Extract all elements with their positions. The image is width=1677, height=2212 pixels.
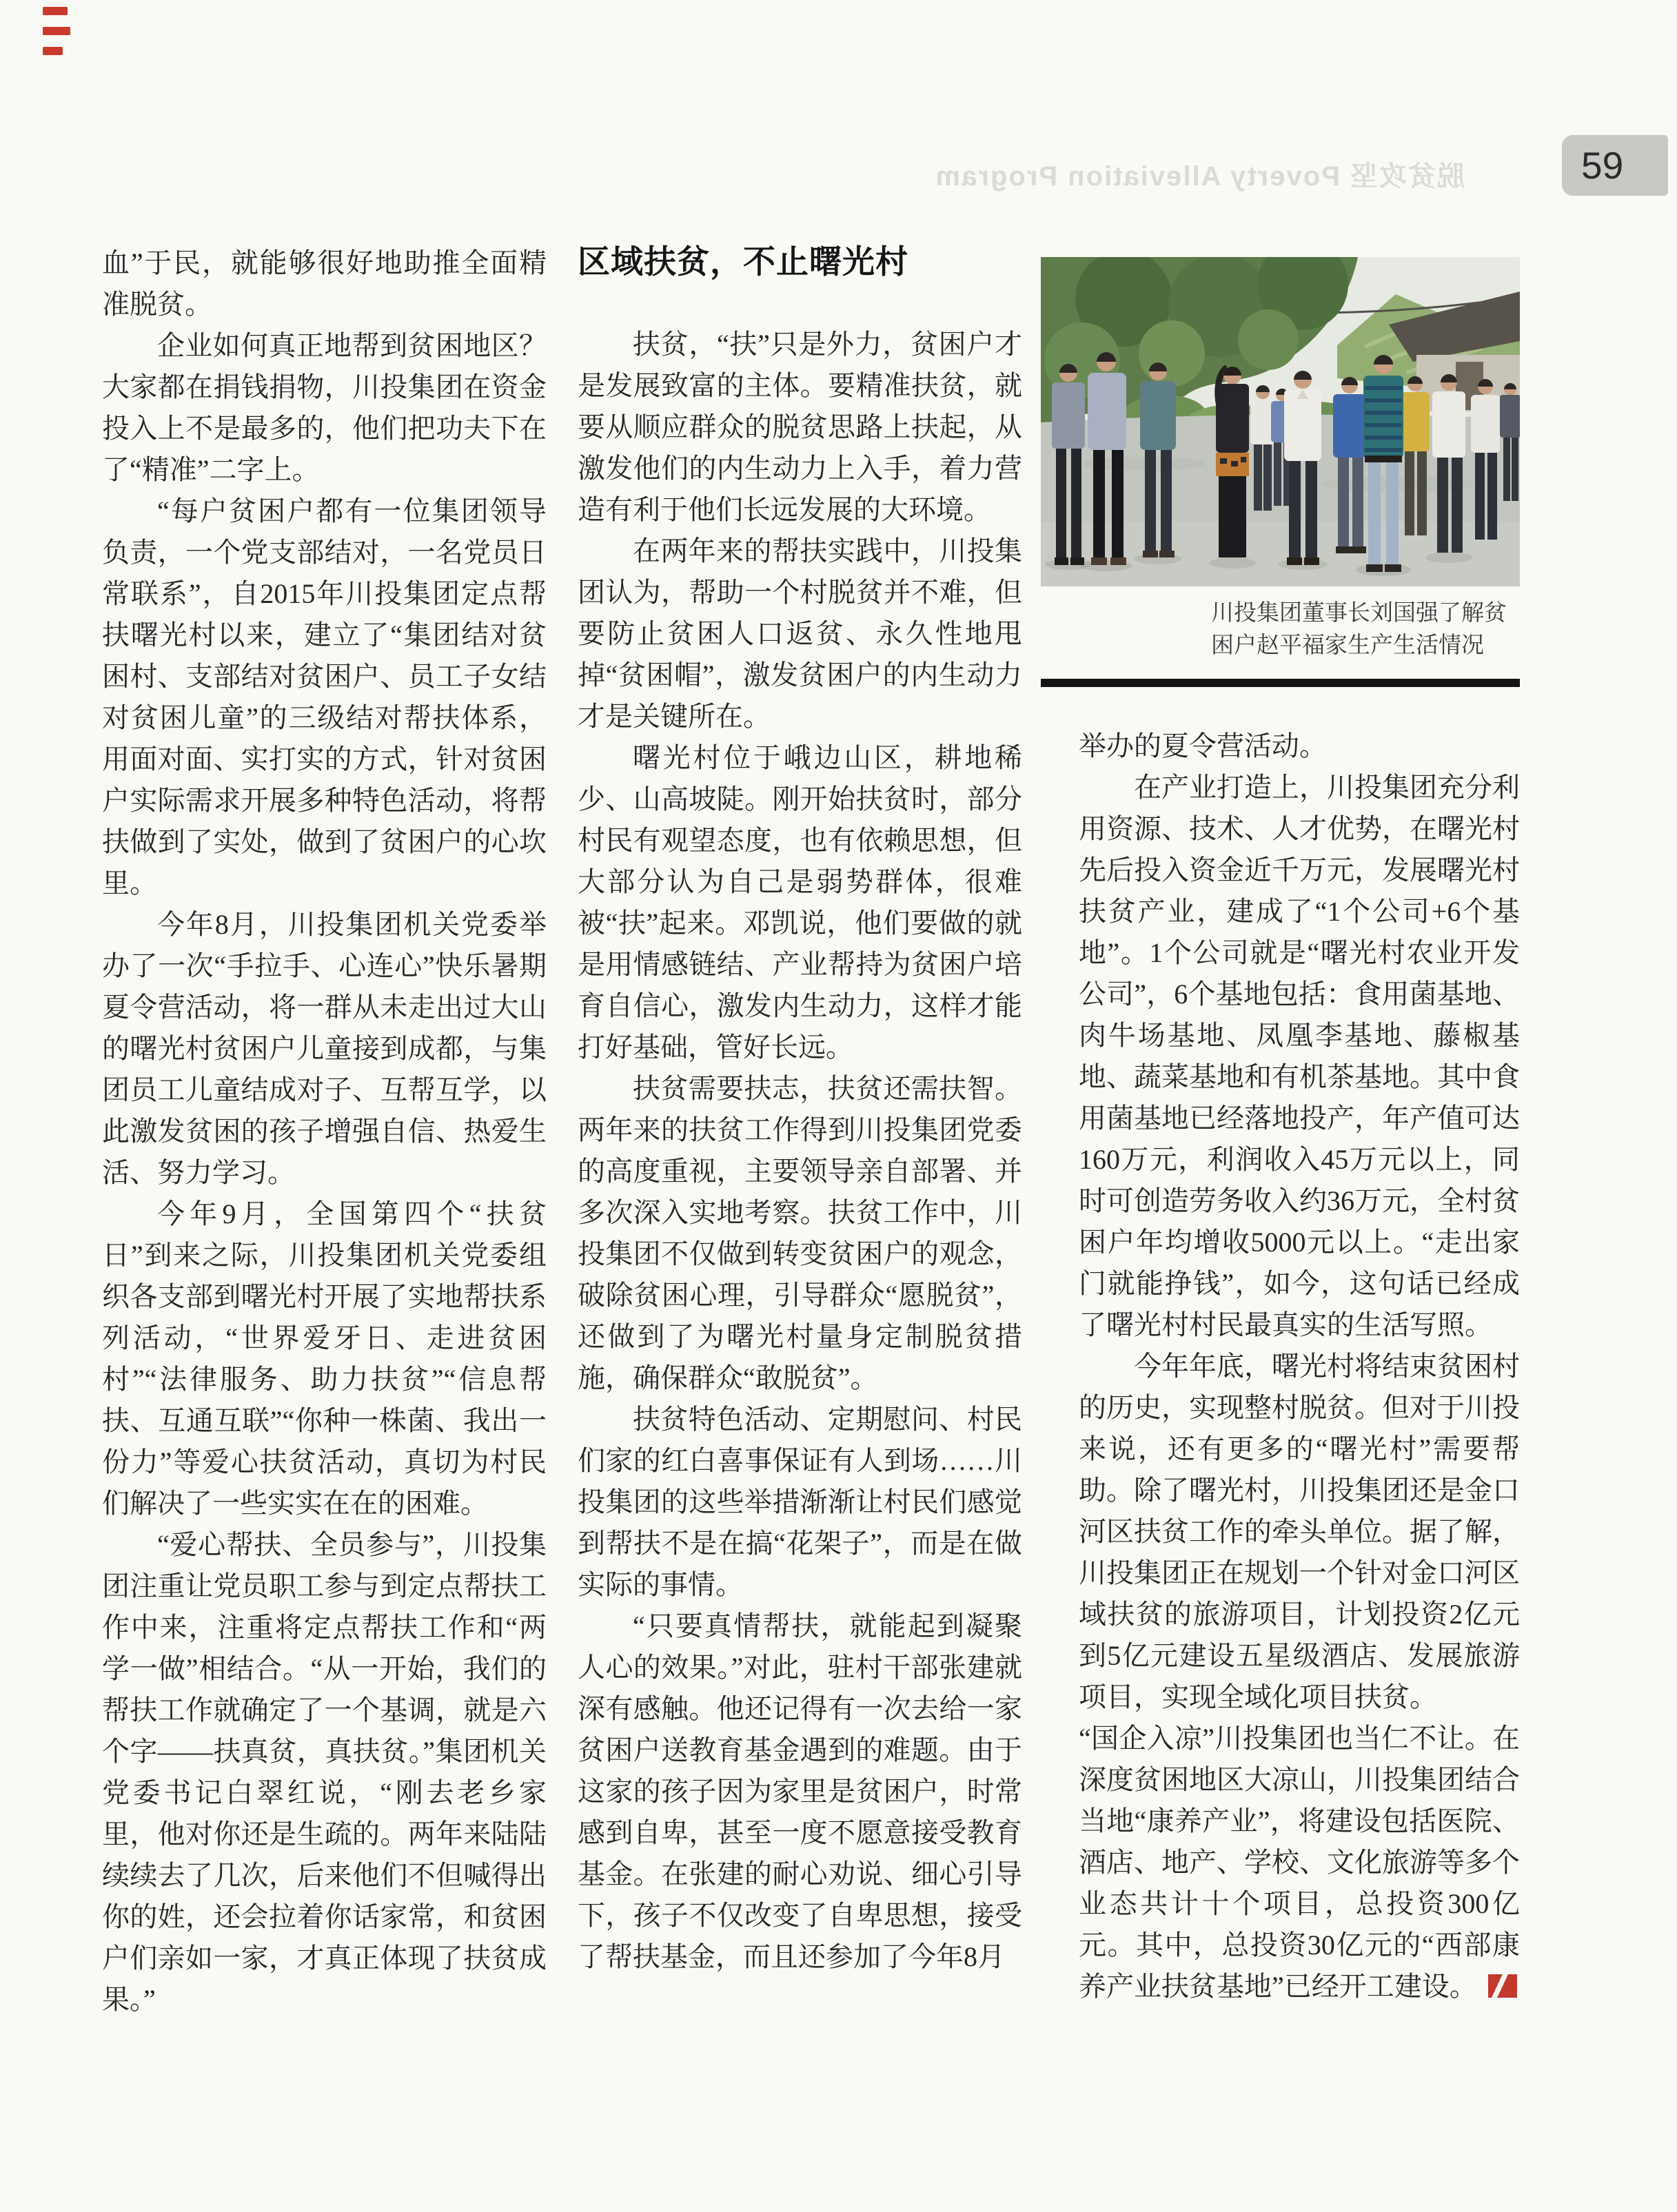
- column-middle: [578, 243, 1022, 1978]
- paragraph: [1079, 1718, 1520, 2007]
- column-left: [102, 243, 547, 2020]
- bleed-through-running-head: 脱贫攻坚 Poverty Alleviation Program: [934, 161, 1465, 192]
- magazine-end-mark: [1488, 1974, 1517, 1998]
- page-number-badge: 59: [1562, 135, 1668, 196]
- paragraph: “只要真情帮扶，就能起到凝聚人心的效果。”对此，驻村干部张建就深有感触。他还记得有一次去给一家贫困户送教育基金遇到的难题。由于这家的孩子因为家里是贫困户，时常感到自卑，甚至一度不愿意接受教育基金。在张建的耐心劝说、细心引导下，孩子不仅改变了自卑思想，接受了帮扶基金，而且还参加了今年8月: [578, 1610, 1022, 1972]
- paragraph-text: “国企入凉”川投集团也当仁不让。在深度贫困地区大凉山，川投集团结合当地“康养产业”，将建设包括医院、酒店、地产、学校、文化旅游等多个业态共计十个项目，总投资300亿元。其中，总投资30亿元的“西部康养产业扶贫基地”已经开工建设。: [1079, 1723, 1520, 2002]
- paragraph: 企业如何真正地帮到贫困地区？大家都在捐钱捐物，川投集团在资金投入上不是最多的，他们把功夫下在了“精准”二字上。: [102, 330, 547, 485]
- person-woman-black-dress: [1216, 367, 1249, 557]
- paragraph: 曙光村位于峨边山区，耕地稀少、山高坡陡。刚开始扶贫时，部分村民有观望态度，也有依赖思想，但大部分认为自己是弱势群体，很难被“扶”起来。邓凯说，他们要做的就是用情感链结、产业帮持为贫困户培育自信心，激发内生动力，这样才能打好基础，管好长远。: [578, 742, 1022, 1063]
- divider-rule: [1041, 679, 1520, 687]
- column-right: [1041, 257, 1520, 2007]
- paragraph: 扶贫需要扶志，扶贫还需扶智。两年来的扶贫工作得到川投集团党委的高度重视，主要领导亲自部署、并多次深入实地考察。扶贫工作中，川投集团不仅做到转变贫困户的观念，破除贫困心理，引导群众“愿脱贫”，还做到了为曙光村量身定制脱贫措施，确保群众“敢脱贫”。: [578, 1073, 1022, 1393]
- photo-caption: 川投集团董事长刘国强了解贫困户赵平福家生产生活情况: [1211, 600, 1507, 657]
- paragraph: 在两年来的帮扶实践中，川投集团认为，帮助一个村脱贫并不难，但要防止贫困人口返贫、永久性地甩掉“贫困帽”，激发贫困户的内生动力才是关键所在。: [578, 535, 1022, 732]
- article-photo: [1041, 257, 1520, 586]
- paragraph: “每户贫困户都有一位集团领导负责，一个党支部结对，一名党员日常联系”，自2015年川投集团定点帮扶曙光村以来，建立了“集团结对贫困村、支部结对贫困户、员工子女结对贫困儿童”的三级结对帮扶体系，用面对面、实打实的方式，针对贫困户实际需求开展多种特色活动，将帮扶做到了实处，做到了贫困户的心坎里。: [102, 495, 547, 899]
- paragraph: 今年9月，全国第四个“扶贫日”到来之际，川投集团机关党委组织各支部到曙光村开展了实地帮扶系列活动，“世界爱牙日、走进贫困村”“法律服务、助力扶贫”“信息帮扶、互通互联”“你种一株菌、我出一份力”等爱心扶贫活动，真切为村民们解决了一些实实在在的困难。: [102, 1198, 547, 1519]
- paragraph: 今年8月，川投集团机关党委举办了一次“手拉手、心连心”快乐暑期夏令营活动，将一群从未走出过大山的曙光村贫困户儿童接到成都，与集团员工儿童结成对子、互帮互学，以此激发贫困的孩子增强自信、热爱生活、努力学习。: [102, 909, 547, 1188]
- paragraph: 血”于民，就能够很好地助推全面精准脱贫。: [102, 247, 547, 320]
- paragraph: 扶贫特色活动、定期慰问、村民们家的红白喜事保证有人到场……川投集团的这些举措渐渐让村民们感觉到帮扶不是在搞“花架子”，而是在做实际的事情。: [578, 1404, 1022, 1600]
- photo-illustration: [1041, 257, 1520, 586]
- column-middle-text: [578, 324, 1022, 1978]
- paragraph: 举办的夏令营活动。: [1079, 730, 1327, 761]
- print-registration-marks: [43, 7, 70, 67]
- red-mark: [43, 7, 68, 15]
- red-mark: [43, 47, 63, 55]
- section-heading: 区域扶贫，不止曙光村: [578, 243, 908, 280]
- red-mark: [43, 27, 70, 35]
- paragraph: “爱心帮扶、全员参与”，川投集团注重让党员职工参与到定点帮扶工作中来，注重将定点帮扶工作和“两学一做”相结合。“从一开始，我们的帮扶工作就确定了一个基调，就是六个字——扶真贫，真扶贫。”集团机关党委书记白翠红说，“刚去老乡家里，他对你还是生疏的。两年来陆陆续续去了几次，后来他们不但喊得出你的姓，还会拉着你话家常，和贫困户们亲如一家，才真正体现了扶贫成果。”: [102, 1529, 547, 2015]
- paragraph: 今年年底，曙光村将结束贫困村的历史，实现整村脱贫。但对于川投来说，还有更多的“曙光村”需要帮助。除了曙光村，川投集团还是金口河区扶贫工作的牵头单位。据了解，川投集团正在规划一个针对金口河区域扶贫的旅游项目，计划投资2亿元到5亿元建设五星级酒店、发展旅游项目，实现全域化项目扶贫。: [1079, 1351, 1520, 1712]
- paragraph: 在产业打造上，川投集团充分利用资源、技术、人才优势，在曙光村先后投入资金近千万元，发展曙光村扶贫产业，建成了“1个公司+6个基地”。1个公司就是“曙光村农业开发公司”，6个基地包括：食用菌基地、肉牛场基地、凤凰李基地、藤椒基地、蔬菜基地和有机茶基地。其中食用菌基地已经落地投产，年产值可达160万元，利润收入45万元以上，同时可创造劳务收入约36万元，全村贫困户年均增收5000元以上。“走出家门就能挣钱”，如今，这句话已经成了曙光村村民最真实的生活写照。: [1079, 772, 1520, 1340]
- column-right-text: [1079, 726, 1520, 1718]
- column-left-text: [102, 243, 547, 2020]
- paragraph: 扶贫，“扶”只是外力，贫困户才是发展致富的主体。要精准扶贫，就要从顺应群众的脱贫思路上扶起，从激发他们的内生动力上入手，着力营造有利于他们长远发展的大环境。: [578, 329, 1022, 525]
